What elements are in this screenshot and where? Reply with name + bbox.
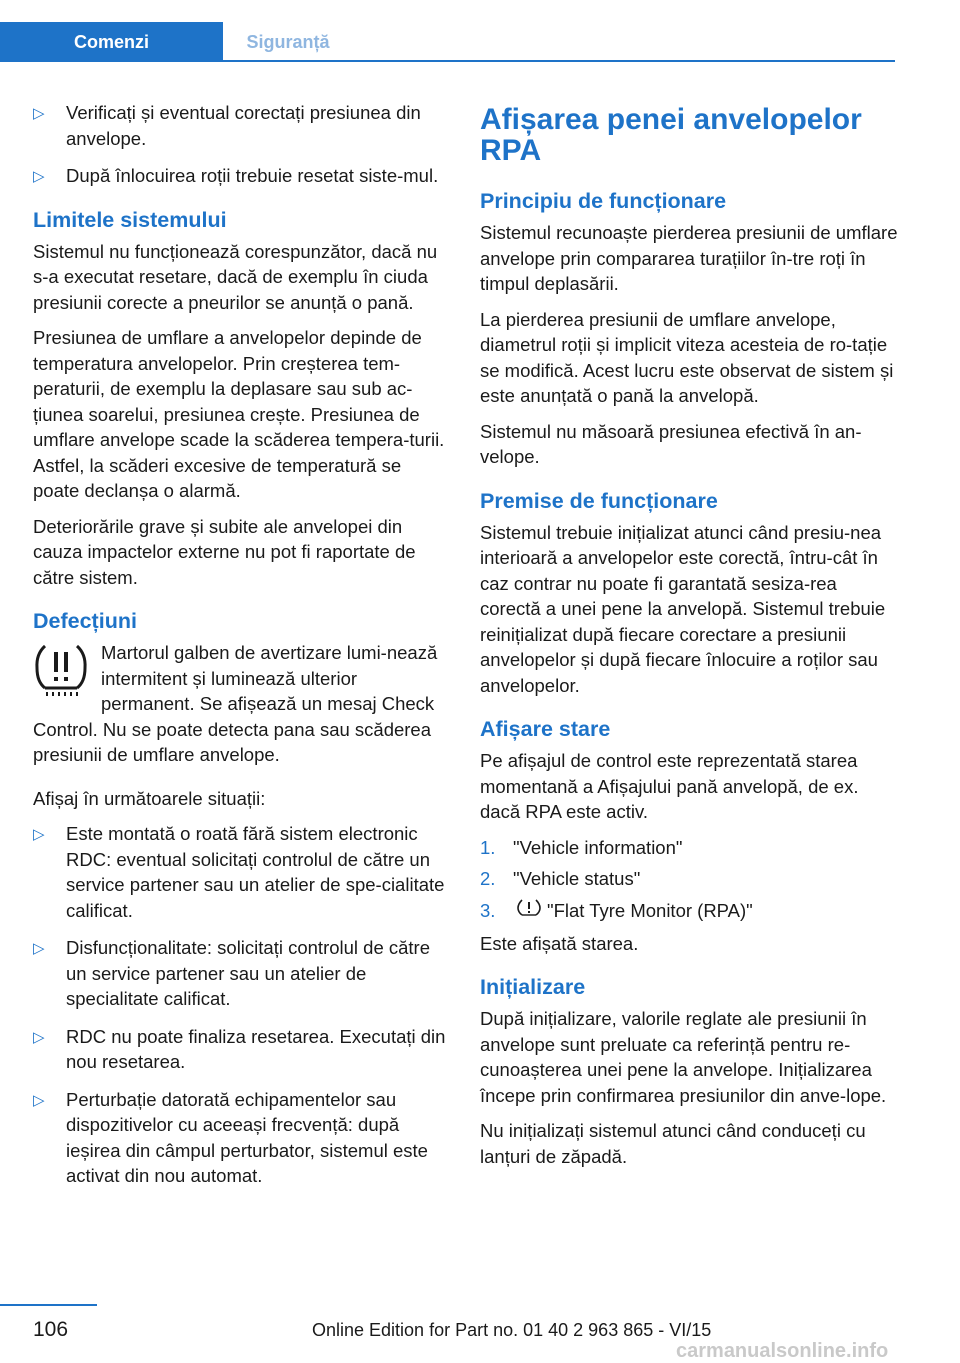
- paragraph: Sistemul trebuie inițializat atunci când presiu‐nea interioară a anvelopelor este corectă, întru‐cât în caz contrar nu poate fi garantată sesiza‐rea corectă a unei pene la anvelopă. Sistemul trebuie reinițializat după fiecare corectare a presiunii anvelopelor și după fiecare înlocuire a roților sau anvelopelor.: [480, 521, 886, 696]
- page-title: Afișarea penei anvelopelor RPA: [480, 103, 862, 167]
- section-heading-status: Afișare stare: [480, 717, 611, 741]
- tire-pressure-warning-icon: [33, 640, 99, 710]
- paragraph: Este afișată starea.: [480, 932, 639, 954]
- paragraph: Sistemul nu măsoară presiunea efectivă în an‐velope.: [480, 420, 862, 467]
- steps-list: [480, 835, 898, 925]
- list-item: 1. "Vehicle information": [480, 836, 683, 858]
- list-item: ▷ Este montată o roată fără sistem electronic RDC: eventual solicitați controlul de către un service partener sau un atelier de spe‐cialitate calificat.: [33, 823, 445, 921]
- triangle-bullet-icon: ▷: [33, 940, 45, 957]
- triangle-bullet-icon: ▷: [33, 1091, 45, 1109]
- triangle-bullet-icon: ▷: [33, 826, 45, 843]
- section-heading-limits: Limitele sistemului: [33, 207, 227, 232]
- left-column: [33, 100, 448, 1201]
- paragraph: La pierderea presiunii de umflare anvelope, diametrul roții și implicit viteza acesteia de ro‐tație se modifică. Acest lucru este observat de sistem și este anunțată o pană la anvelopă.: [480, 308, 894, 406]
- tab-comenzi[interactable]: Comenzi: [0, 22, 223, 62]
- page-number-rule: [0, 1304, 97, 1306]
- list-item: ▷ RDC nu poate finaliza resetarea. Executați din nou resetarea.: [33, 1025, 446, 1072]
- paragraph: Presiunea de umflare a anvelopelor depinde de temperatura anvelopelor. Prin creșterea tem‐peraturii, de exemplu la deplasare sau sub ac‐țiunea soarelui, presiunea crește. Presiunea de umflare anvelope scade la scăderea tempera‐turii. Astfel, la scăderi excesive de temperatură se poate declanșa o alarmă.: [33, 327, 445, 501]
- page-number: 106: [33, 1318, 69, 1341]
- tab-siguranta[interactable]: Siguranță: [246, 32, 330, 52]
- list-item: 2. "Vehicle status": [480, 868, 641, 889]
- list-item: ▷ Disfuncționalitate: solicitați controlul de către un service partener sau un atelier de specialitate calificat.: [33, 937, 431, 1009]
- triangle-bullet-icon: ▷: [33, 105, 45, 122]
- tire-warning-icon: [517, 898, 541, 925]
- list-item: ▷ Perturbație datorată echipamentelor sau dispozitivelor cu aceeași frecvență: după ieșirea din câmpul perturbator, sistemul este activat din nou automat.: [33, 1088, 428, 1186]
- list-item: 3. "Flat Tyre Monitor (RPA)": [480, 898, 898, 925]
- triangle-bullet-icon: ▷: [33, 1028, 45, 1046]
- section-heading-defects: Defecțiuni: [33, 609, 137, 633]
- paragraph: Sistemul nu funcționează corespunzător, dacă nu s-a executat resetare, dacă de exemplu în ciuda presiunii corecte a pneurilor se anunță o pană.: [33, 240, 438, 313]
- paragraph: După inițializare, valorile reglate ale presiunii în anvelope sunt preluate ca referință pentru re‐cunoașterea unei pene la anvelope. Inițializarea începe prin confirmarea presiunilor din anve‐lope.: [480, 1008, 887, 1106]
- header-tabbar: [0, 22, 895, 62]
- bullet-list-defects: [33, 821, 448, 1189]
- right-column: [480, 100, 898, 1179]
- watermark: carmanualsonline.info: [676, 1340, 889, 1362]
- list-item: ▷ După înlocuirea roții trebuie resetat siste‐mul.: [33, 163, 448, 189]
- paragraph: Afișaj în următoarele situații:: [33, 787, 266, 809]
- triangle-bullet-icon: ▷: [33, 168, 45, 185]
- paragraph: Nu inițializați sistemul atunci când conduceți cu lanțuri de zăpadă.: [480, 1120, 866, 1167]
- paragraph: Sistemul recunoaște pierderea presiunii de umflare anvelope prin compararea turațiilor în‐tre roți în timpul deplasării.: [480, 222, 898, 294]
- bullet-list-top: [33, 100, 448, 189]
- section-heading-premises: Premise de funcționare: [480, 488, 718, 513]
- paragraph-defects: Martorul galben de avertizare lumi‐nează intermitent și luminează ulterior permanent. Se afișează un mesaj Check Control. Nu se poate detecta pana sau scăderea presiunii de umflare anvelope.: [33, 642, 438, 765]
- section-heading-principle: Principiu de funcționare: [480, 189, 727, 213]
- section-heading-init: Inițializare: [480, 975, 586, 1000]
- edition-text: Online Edition for Part no. 01 40 2 963 865 - VI/15: [312, 1320, 712, 1340]
- list-item: ▷ Verificați și eventual corectați presiunea din anvelope.: [33, 102, 421, 149]
- paragraph: Deteriorările grave și subite ale anvelopei din cauza impactelor externe nu pot fi raportate de către sistem.: [33, 515, 416, 588]
- paragraph: Pe afișajul de control este reprezentată starea momentană a Afișajului pană anvelopă, de ex. dacă RPA este activ.: [480, 750, 859, 822]
